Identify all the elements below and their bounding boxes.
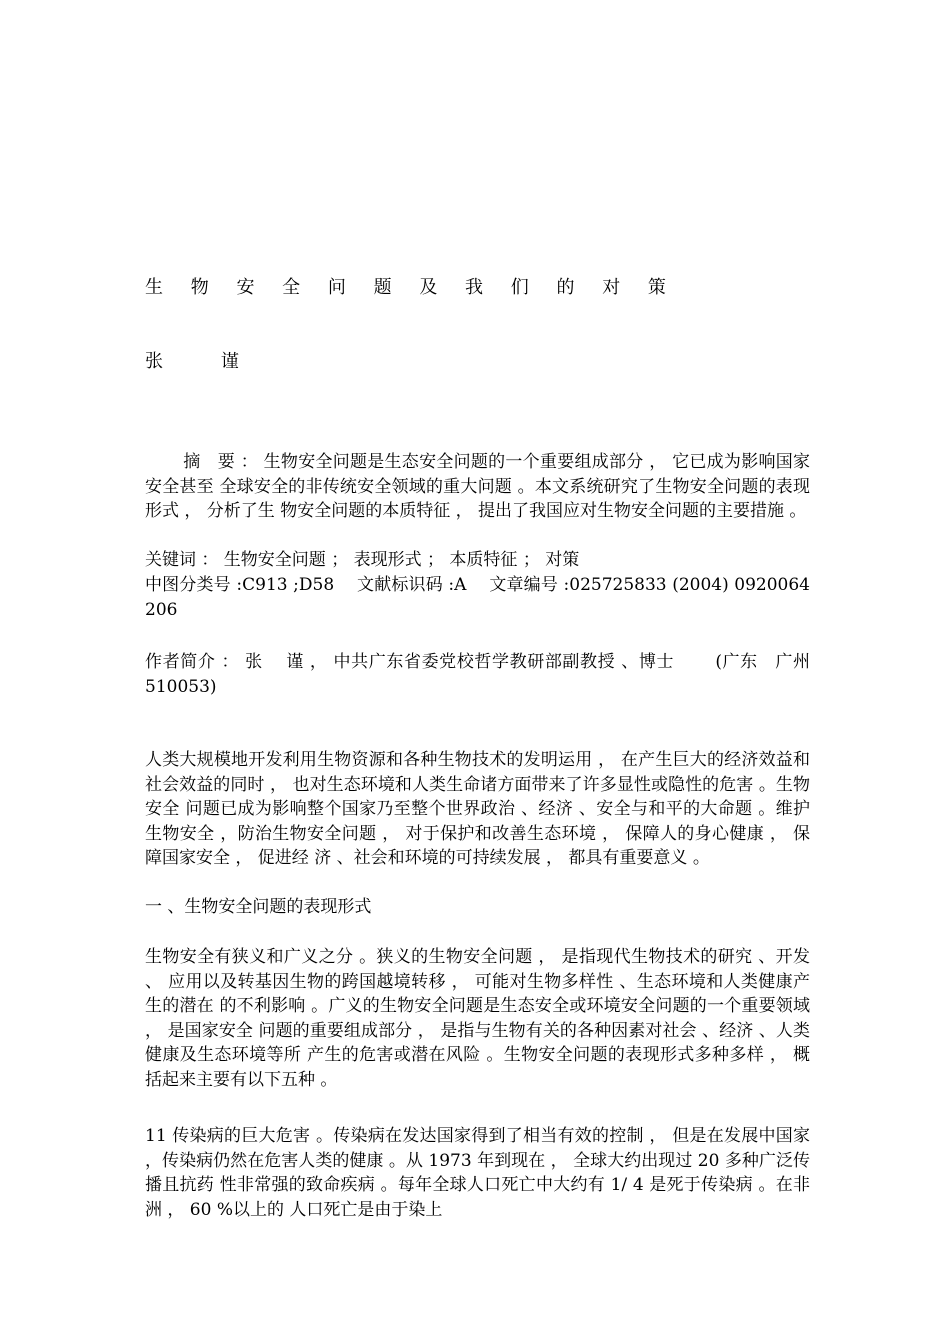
author-bio: 作者简介 ： 张 谨 ， 中共广东省委党校哲学教研部副教授 、博士 (广东 广州 510053)	[145, 652, 833, 697]
intro-paragraph: 人类大规模地开发利用生物资源和各种生物技术的发明运用 ， 在产生巨大的经济效益和 社会效益的同时 ， 也对生态环境和人类生命诸方面带来了许多显性或隐性的危害 。生物安全 问题已成为影响整个国家乃至整个世界政治 、经济 、安全与和平的大命题 。维护生物安全 ，防治生物安全问题 ， 对于保护和改善生态环境 ， 保障人的身心健康 ， 保障国家安全 ， 促进经 济 、社会和环境的可持续发展 ， 都具有重要意义 。	[145, 750, 810, 868]
abstract-text: 摘 要 ： 生物安全问题是生态安全问题的一个重要组成部分 ， 它已成为影响国家安全甚至 全球安全的非传统安全领域的重大问题 。本文系统研究了生物安全问题的表现形式 ， 分析了生 物安全问题的本质特征 ， 提出了我国应对生物安全问题的主要措施 。	[145, 452, 810, 521]
document-title: 生 物 安 全 问 题 及 我 们 的 对 策	[145, 277, 677, 298]
body-paragraph: 生物安全有狭义和广义之分 。狭义的生物安全问题 ， 是指现代生物技术的研究 、开发 、 应用以及转基因生物的跨国越境转移 ， 可能对生物多样性 、生态环境和人类健康产生的潜在 的不利影响 。广义的生物安全问题是生态安全或环境安全问题的一个重要领域 ， 是国家安全 问题的重要组成部分 ， 是指与生物有关的各种因素对社会 、经济 、人类健康及生态环境等所 产生的危害或潜在风险 。生物安全问题的表现形式多种多样 ， 概括起来主要有以下五种 。	[145, 947, 810, 1090]
classification-info: 中图分类号 :C913 ;D58 文献标识码 :A 文章编号 :025725833 (2004) 0920064206	[145, 575, 810, 620]
abstract	[145, 450, 810, 524]
keywords: 关键词 ： 生物安全问题 ； 表现形式 ； 本质特征 ； 对策	[145, 550, 580, 570]
section-heading: 一 、生物安全问题的表现形式	[145, 897, 372, 917]
document-author: 张 谨	[145, 351, 265, 372]
body-paragraph: 11 传染病的巨大危害 。传染病在发达国家得到了相当有效的控制 ， 但是在发展中国家 ，传染病仍然在危害人类的健康 。从 1973 年到现在 ， 全球大约出现过 20 多种广泛传播且抗药 性非常强的致命疾病 。每年全球人口死亡中大约有 1/ 4 是死于传染病 。在非洲 ， 60 %以上的 人口死亡是由于染上	[145, 1126, 810, 1220]
document-page	[145, 0, 833, 1344]
